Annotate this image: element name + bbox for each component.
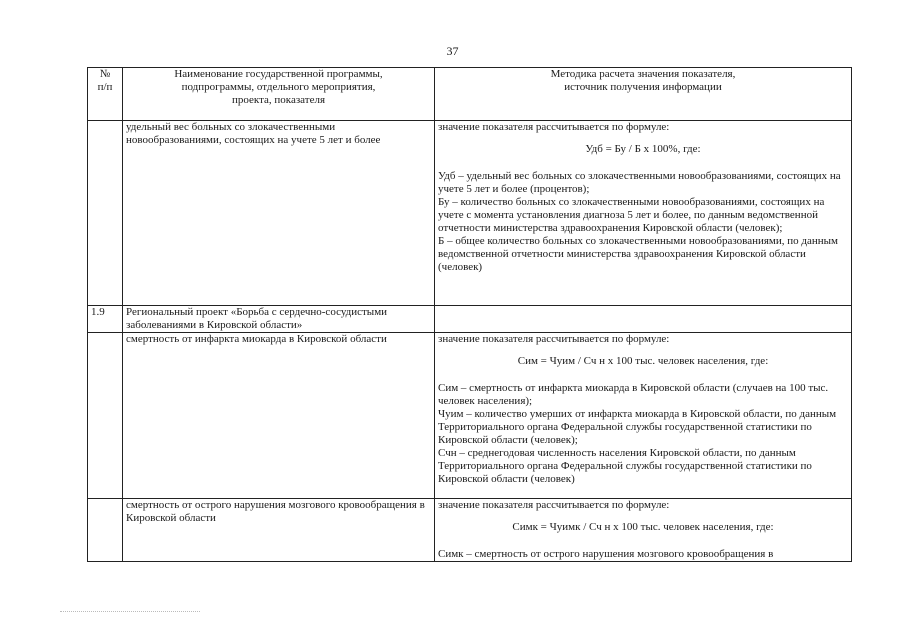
method-definition: Удб – удельный вес больных со злокачественными новообразованиями, состоящих на учете 5 лет и более (процентов); bbox=[438, 170, 841, 195]
header-method-line1: Методика расчета значения показателя, bbox=[550, 68, 736, 80]
scan-artifact bbox=[60, 611, 200, 613]
indicator-method bbox=[435, 121, 852, 306]
row-num bbox=[88, 499, 123, 562]
method-intro: значение показателя рассчитывается по формуле: bbox=[438, 121, 670, 133]
project-name: Региональный проект «Борьба с сердечно-сосудистыми заболеваниями в Кировской области» bbox=[123, 306, 435, 333]
table-header-row bbox=[88, 68, 852, 121]
method-definition: Бу – количество больных со злокачественными новообразованиями, состоящих на учете с момента установления диагноза 5 лет и более, по данным ведомственной отчетности министерства здравоохранения Кировской области (человек); bbox=[438, 196, 825, 234]
indicator-method bbox=[435, 499, 852, 562]
indicator-name: удельный вес больных со злокачественными новообразованиями, состоящих на учете 5 лет и более bbox=[123, 121, 435, 306]
header-name bbox=[123, 68, 435, 121]
method-intro: значение показателя рассчитывается по формуле: bbox=[438, 333, 670, 345]
header-method-line2: источник получения информации bbox=[564, 81, 722, 93]
method-intro: значение показателя рассчитывается по формуле: bbox=[438, 499, 670, 511]
table-row bbox=[88, 333, 852, 499]
indicator-name: смертность от инфаркта миокарда в Кировской области bbox=[123, 333, 435, 499]
indicator-method bbox=[435, 333, 852, 499]
method-definition: Чуим – количество умерших от инфаркта миокарда в Кировской области, по данным Территориального органа Федеральной службы государственной статистики по Кировской области (человек); bbox=[438, 408, 837, 446]
method-formula: Сим = Чуим / Сч н х 100 тыс. человек населения, где: bbox=[517, 355, 769, 367]
method-definition: Б – общее количество больных со злокачественными новообразованиями, по данным ведомственной отчетности министерства здравоохранения Кировской области (человек) bbox=[438, 235, 839, 273]
method-definition: Счн – среднегодовая численность населения Кировской области, по данным Территориального органа Федеральной службы государственной статистики по Кировской области (человек) bbox=[438, 447, 812, 485]
page-number: 37 bbox=[446, 44, 459, 58]
empty-cell bbox=[435, 306, 852, 333]
method-formula: Симк = Чуимк / Сч н х 100 тыс. человек населения, где: bbox=[512, 521, 774, 533]
method-definition: Сим – смертность от инфаркта миокарда в Кировской области (случаев на 100 тыс. человек населения); bbox=[438, 382, 829, 407]
method-formula: Удб = Бу / Б х 100%, где: bbox=[585, 143, 701, 155]
header-name-line2: подпрограммы, отдельного мероприятия, bbox=[181, 81, 376, 93]
row-num bbox=[88, 121, 123, 306]
table-row bbox=[88, 306, 852, 333]
indicator-table bbox=[87, 67, 852, 562]
header-num-line2: п/п bbox=[97, 81, 113, 93]
indicator-name: смертность от острого нарушения мозгового кровообращения в Кировской области bbox=[123, 499, 435, 562]
table-row bbox=[88, 121, 852, 306]
header-method bbox=[435, 68, 852, 121]
method-definition: Симк – смертность от острого нарушения мозгового кровообращения в bbox=[438, 548, 774, 560]
row-num bbox=[88, 333, 123, 499]
header-num bbox=[88, 68, 123, 121]
header-name-line1: Наименование государственной программы, bbox=[174, 68, 383, 80]
row-num: 1.9 bbox=[88, 306, 123, 333]
header-name-line3: проекта, показателя bbox=[231, 94, 326, 106]
table-row bbox=[88, 499, 852, 562]
header-num-line1: № bbox=[99, 68, 111, 80]
